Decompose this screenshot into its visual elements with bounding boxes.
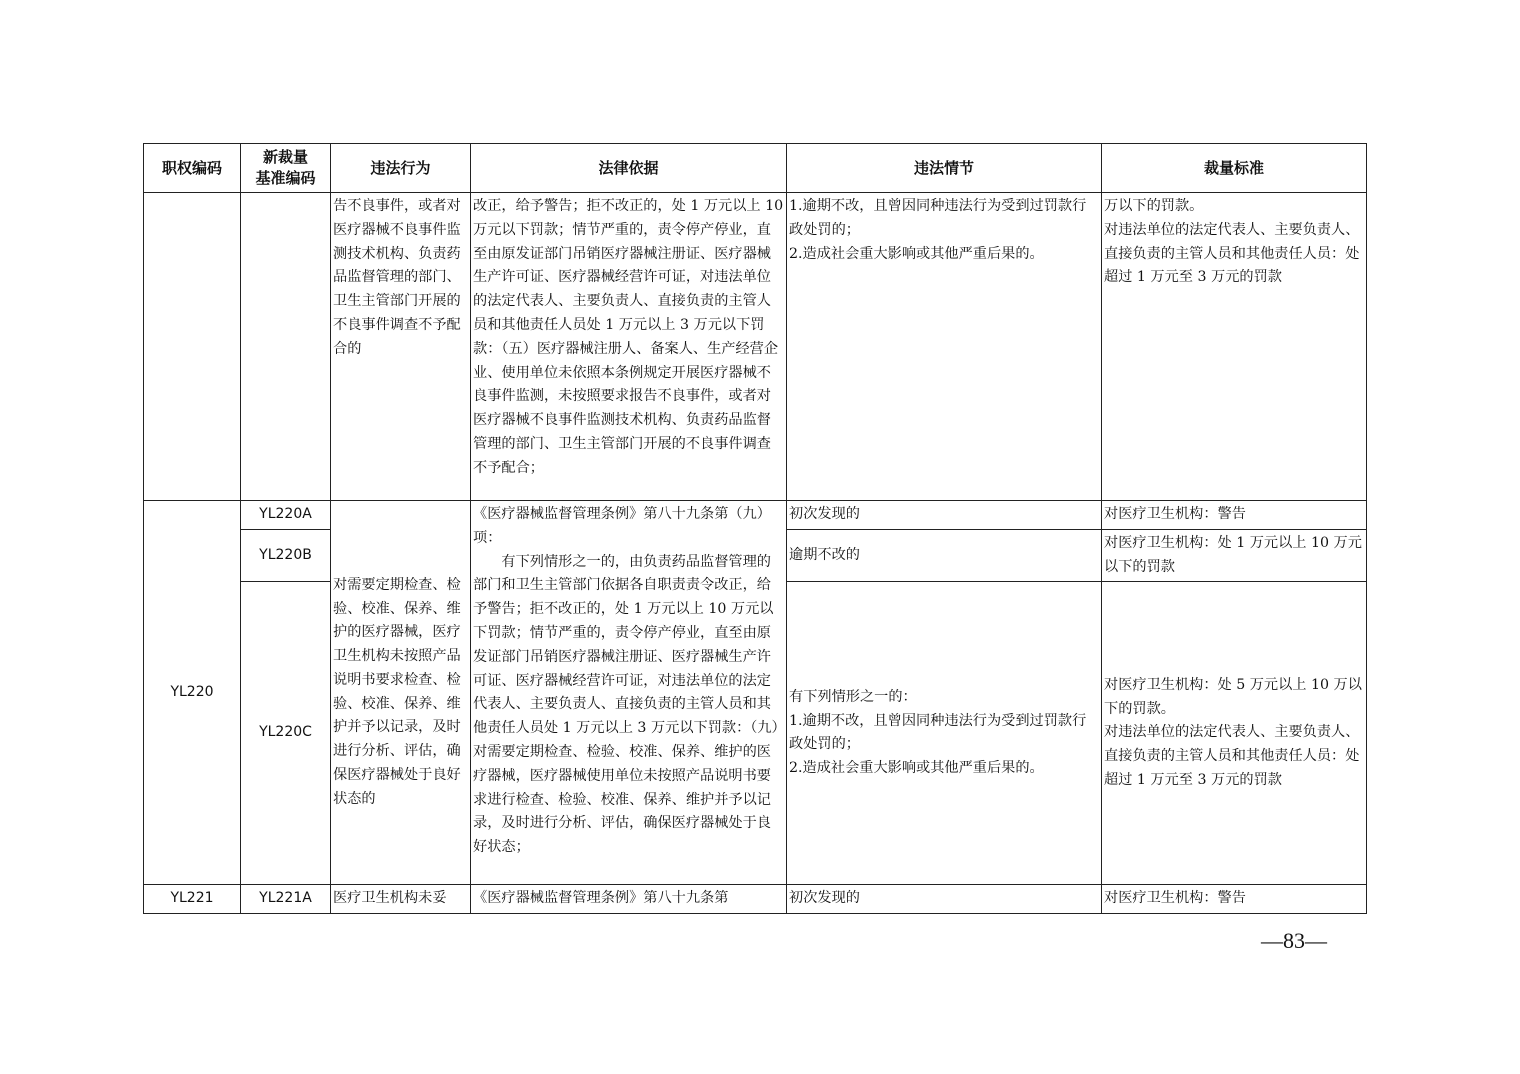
circumstance-cell: 有下列情形之一的： 1.逾期不改，且曾因同种违法行为受到过罚款行政处罚的； 2.造成社会重大影响或其他严重后果的。 [787,582,1102,885]
header-authority-code: 职权编码 [144,144,241,193]
table-row [144,501,1367,530]
enforcement-standards-table [143,143,1367,914]
standard-code-cell: YL221A [241,885,331,914]
illegal-act-cell: 告不良事件，或者对医疗器械不良事件监测技术机构、负责药品监督管理的部门、卫生主管部门开展的不良事件调查不予配合的 [331,193,471,501]
header-illegal-act: 违法行为 [331,144,471,193]
header-legal-basis: 法律依据 [471,144,787,193]
standard-code-cell: YL220A [241,501,331,530]
authority-code-cell: YL220 [144,501,241,885]
authority-code-cell: YL221 [144,885,241,914]
legal-basis-cell: 《医疗器械监督管理条例》第八十九条第 [471,885,787,914]
page-number: —83— [1261,928,1327,953]
illegal-act-cell: 对需要定期检查、检验、校准、保养、维护的医疗器械，医疗卫生机构未按照产品说明书要求检查、检验、校准、保养、维护并予以记录，及时进行分析、评估，确保医疗器械处于良好状态的 [331,501,471,885]
header-new-standard-code: 新裁量 基准编码 [241,144,331,193]
table-row [144,885,1367,914]
authority-code-cell [144,193,241,501]
standard-cell: 万以下的罚款。 对违法单位的法定代表人、主要负责人、直接负责的主管人员和其他责任人员：处超过 1 万元至 3 万元的罚款 [1102,193,1367,501]
table-row [144,193,1367,501]
illegal-act-cell: 医疗卫生机构未妥 [331,885,471,914]
standard-code-cell [241,193,331,501]
circumstance-cell: 1.逾期不改，且曾因同种违法行为受到过罚款行政处罚的； 2.造成社会重大影响或其他严重后果的。 [787,193,1102,501]
standard-cell: 对医疗卫生机构：警告 [1102,501,1367,530]
standard-cell: 对医疗卫生机构：警告 [1102,885,1367,914]
standard-cell: 对医疗卫生机构：处 1 万元以上 10 万元以下的罚款 [1102,529,1367,582]
circumstance-cell: 逾期不改的 [787,529,1102,582]
standard-cell: 对医疗卫生机构：处 5 万元以上 10 万以下的罚款。 对违法单位的法定代表人、主要负责人、直接负责的主管人员和其他责任人员：处超过 1 万元至 3 万元的罚款 [1102,582,1367,885]
standard-code-cell: YL220B [241,529,331,582]
header-standard: 裁量标准 [1102,144,1367,193]
standard-code-cell: YL220C [241,582,331,885]
legal-basis-cell: 《医疗器械监督管理条例》第八十九条第（九）项： 有下列情形之一的，由负责药品监督管理的部门和卫生主管部门依据各自职责责令改正，给予警告；拒不改正的，处 1 万元以上 10 万元以下罚款；情节严重的，责令停产停业，直至由原发证部门吊销医疗器械注册证、医疗器械生产许可证、医疗器械经营许可证，对违法单位的法定代表人、主要负责人、直接负责的主管人员和其他责任人员处 1 万元以上 3 万元以下罚款：（九）对需要定期检查、检验、校准、保养、维护的医疗器械，医疗器械使用单位未按照产品说明书要求进行检查、检验、校准、保养、维护并予以记录，及时进行分析、评估，确保医疗器械处于良好状态； [471,501,787,885]
circumstance-cell: 初次发现的 [787,885,1102,914]
header-row [144,144,1367,193]
header-circumstance: 违法情节 [787,144,1102,193]
legal-basis-cell: 改正，给予警告；拒不改正的，处 1 万元以上 10 万元以下罚款；情节严重的，责令停产停业，直至由原发证部门吊销医疗器械注册证、医疗器械生产许可证、医疗器械经营许可证，对违法单位的法定代表人、主要负责人、直接负责的主管人员和其他责任人员处 1 万元以上 3 万元以下罚款：（五）医疗器械注册人、备案人、生产经营企业、使用单位未依照本条例规定开展医疗器械不良事件监测，未按照要求报告不良事件，或者对医疗器械不良事件监测技术机构、负责药品监督管理的部门、卫生主管部门开展的不良事件调查不予配合； [471,193,787,501]
circumstance-cell: 初次发现的 [787,501,1102,530]
